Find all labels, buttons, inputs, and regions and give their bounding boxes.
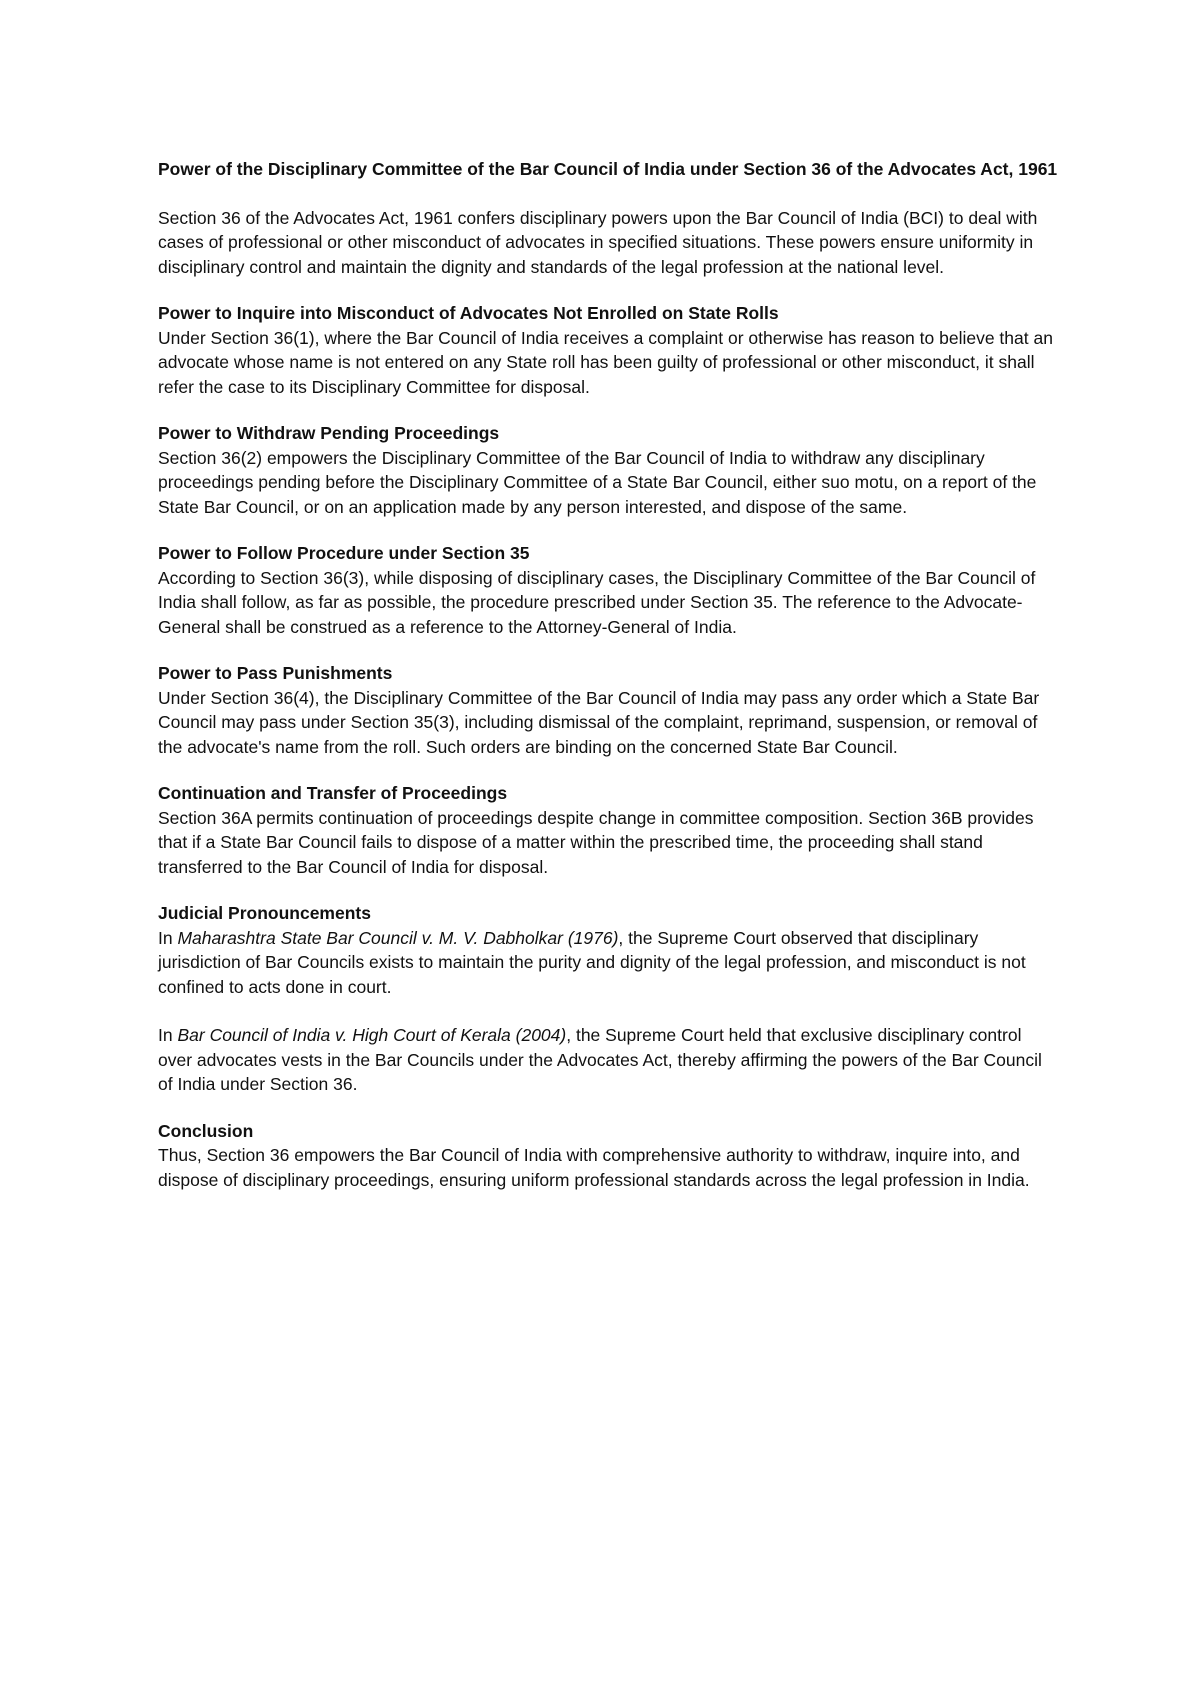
case-paragraph-dabholkar (158, 926, 1058, 1000)
case-prefix: In (158, 1025, 178, 1045)
section-body: Thus, Section 36 empowers the Bar Council of India with comprehensive authority to withdraw, inquire into, and dispose of disciplinary proceedings, ensuring uniform professional standards across the legal profession in India. (158, 1145, 1030, 1190)
intro-paragraph: Section 36 of the Advocates Act, 1961 confers disciplinary powers upon the Bar Council of India (BCI) to deal with cases of professional or other misconduct of advocates in specified situations. These powers ensure uniformity in disciplinary control and maintain the dignity and standards of the legal profession at the national level. (158, 207, 1038, 277)
section-punishments (158, 661, 1058, 759)
case-paragraph-kerala (158, 1023, 1058, 1097)
section-body: Under Section 36(1), where the Bar Council of India receives a complaint or otherwise has reason to believe that an advocate whose name is not entered on any State roll has been guilty of professional or other misconduct, it shall refer the case to its Disciplinary Committee for disposal. (158, 327, 1053, 397)
case-text: , the Supreme Court observed that disciplinary jurisdiction of Bar Councils exists to maintain the purity and dignity of the legal profession, and misconduct is not confined to acts done in court. (158, 927, 1026, 997)
section-body: According to Section 36(3), while disposing of disciplinary cases, the Disciplinary Committee of the Bar Council of India shall follow, as far as possible, the procedure prescribed under Section 35. The reference to the Advocate-General shall be construed as a reference to the Attorney-General of India. (158, 567, 1036, 637)
section-body: Under Section 36(4), the Disciplinary Committee of the Bar Council of India may pass any order which a State Bar Council may pass under Section 35(3), including dismissal of the complaint, reprimand, suspension, or removal of the advocate's name from the roll. Such orders are binding on the concerned State Bar Council. (158, 687, 1040, 757)
document-page (158, 157, 1058, 1192)
case-citation: Maharashtra State Bar Council v. M. V. Dabholkar (1976) (177, 927, 619, 948)
section-heading: Power to Withdraw Pending Proceedings (158, 423, 500, 443)
section-withdraw (158, 421, 1058, 519)
section-continuation (158, 781, 1058, 879)
section-heading: Conclusion (158, 1120, 254, 1141)
section-heading: Power to Inquire into Misconduct of Advocates Not Enrolled on State Rolls (158, 303, 779, 323)
section-heading: Judicial Pronouncements (158, 903, 371, 923)
section-conclusion (158, 1119, 1058, 1193)
case-citation: Bar Council of India v. High Court of Kerala (2004) (177, 1025, 567, 1045)
section-inquire (158, 301, 1058, 399)
section-heading: Power to Follow Procedure under Section 35 (158, 543, 530, 563)
section-body: Section 36(2) empowers the Disciplinary Committee of the Bar Council of India to withdraw any disciplinary proceedings pending before the Disciplinary Committee of a State Bar Council, either suo motu, on a report of the State Bar Council, or on an application made by any person interested, and dispose of the same. (158, 447, 1037, 517)
section-judicial (158, 901, 1058, 1097)
section-heading: Continuation and Transfer of Proceedings (158, 783, 508, 803)
section-procedure (158, 541, 1058, 639)
section-body: Section 36A permits continuation of proceedings despite change in committee composition. Section 36B provides that if a State Bar Council fails to dispose of a matter within the prescribed time, the proceeding shall stand transferred to the Bar Council of India for disposal. (158, 807, 1034, 877)
section-heading: Power to Pass Punishments (158, 663, 393, 683)
document-title: Power of the Disciplinary Committee of the Bar Council of India under Section 36 of the Advocates Act, 1961 (158, 159, 1058, 179)
case-prefix: In (158, 927, 178, 948)
case-text: , the Supreme Court held that exclusive disciplinary control over advocates vests in the Bar Councils under the Advocates Act, thereby affirming the powers of the Bar Council of India under Section 36. (158, 1025, 1042, 1094)
